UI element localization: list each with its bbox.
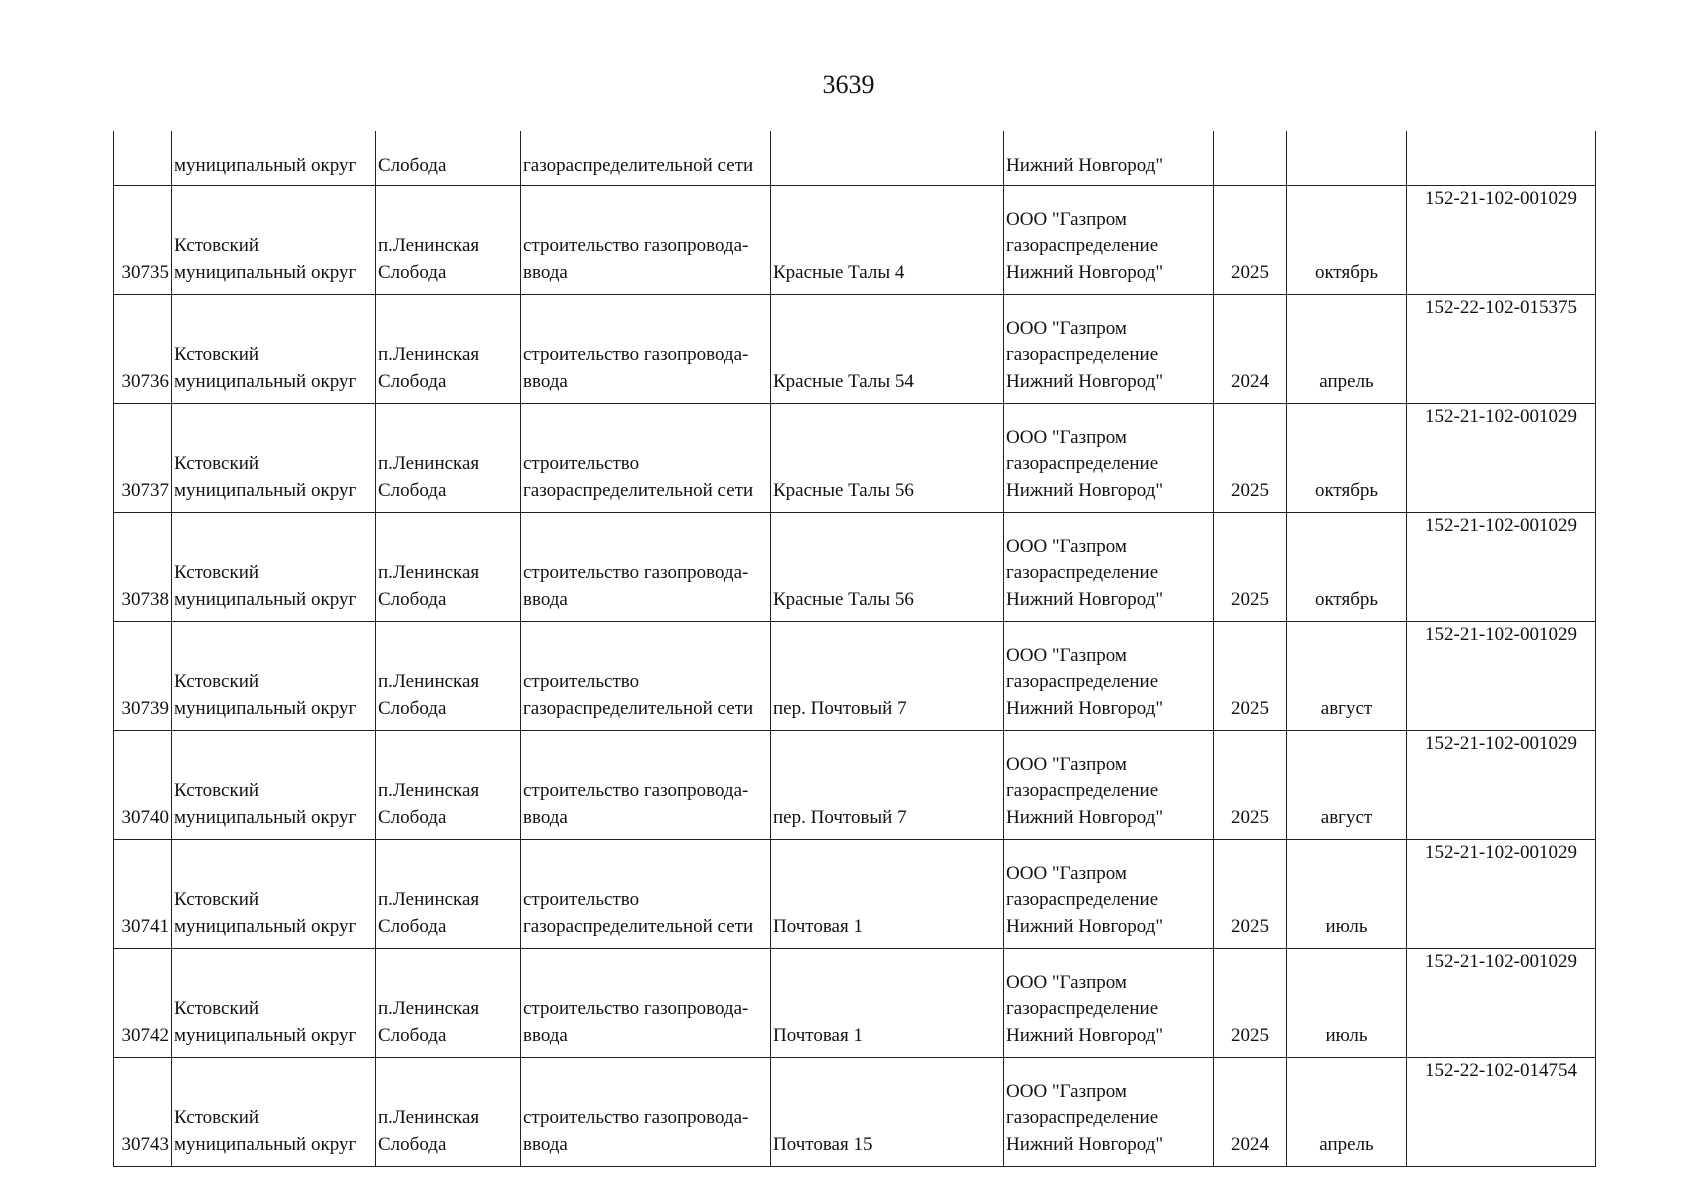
cell-org: ООО "Газпром газораспределение Нижний Новгород" [1004, 840, 1214, 949]
cell-work: строительство газопровода- ввода [521, 186, 771, 295]
table-row [114, 513, 1596, 622]
cell-num: 30736 [114, 295, 172, 404]
cell-address: Красные Талы 56 [771, 513, 1004, 622]
cell-code: 152-21-102-001029 [1407, 731, 1596, 840]
cell-settlement: Слобода [376, 131, 521, 186]
cell-month: октябрь [1287, 404, 1407, 513]
cell-num: 30735 [114, 186, 172, 295]
cell-settlement: п.Ленинская Слобода [376, 295, 521, 404]
cell-address: Красные Талы 54 [771, 295, 1004, 404]
cell-month: октябрь [1287, 186, 1407, 295]
cell-code: 152-22-102-015375 [1407, 295, 1596, 404]
cell-num: 30741 [114, 840, 172, 949]
table-row [114, 840, 1596, 949]
cell-month: апрель [1287, 1058, 1407, 1167]
cell-address: пер. Почтовый 7 [771, 731, 1004, 840]
cell-work: строительство газораспределительной сети [521, 404, 771, 513]
cell-address: Почтовая 1 [771, 949, 1004, 1058]
cell-month: август [1287, 731, 1407, 840]
cell-num: 30742 [114, 949, 172, 1058]
cell-address: Красные Талы 56 [771, 404, 1004, 513]
cell-year: 2025 [1214, 731, 1287, 840]
cell-org: ООО "Газпром газораспределение Нижний Новгород" [1004, 513, 1214, 622]
cell-code [1407, 131, 1596, 186]
cell-work: строительство газопровода- ввода [521, 513, 771, 622]
cell-district: Кстовский муниципальный округ [172, 295, 376, 404]
page-number: 3639 [822, 70, 875, 99]
cell-month: октябрь [1287, 513, 1407, 622]
cell-district: Кстовский муниципальный округ [172, 840, 376, 949]
cell-settlement: п.Ленинская Слобода [376, 186, 521, 295]
cell-code: 152-21-102-001029 [1407, 949, 1596, 1058]
cell-work: строительство газопровода- ввода [521, 295, 771, 404]
cell-month: август [1287, 622, 1407, 731]
cell-org: ООО "Газпром газораспределение Нижний Новгород" [1004, 949, 1214, 1058]
cell-num: 30743 [114, 1058, 172, 1167]
cell-org: ООО "Газпром газораспределение Нижний Новгород" [1004, 295, 1214, 404]
cell-district: Кстовский муниципальный округ [172, 622, 376, 731]
cell-work: строительство газопровода- ввода [521, 1058, 771, 1167]
cell-org: ООО "Газпром газораспределение Нижний Новгород" [1004, 622, 1214, 731]
cell-num [114, 131, 172, 186]
cell-num: 30739 [114, 622, 172, 731]
cell-settlement: п.Ленинская Слобода [376, 404, 521, 513]
cell-settlement: п.Ленинская Слобода [376, 513, 521, 622]
table-row [114, 622, 1596, 731]
cell-month [1287, 131, 1407, 186]
cell-year: 2025 [1214, 513, 1287, 622]
cell-year: 2025 [1214, 949, 1287, 1058]
cell-settlement: п.Ленинская Слобода [376, 840, 521, 949]
cell-district: Кстовский муниципальный округ [172, 513, 376, 622]
cell-code: 152-21-102-001029 [1407, 622, 1596, 731]
table-row [114, 949, 1596, 1058]
cell-work: строительство газопровода- ввода [521, 731, 771, 840]
cell-work: газораспределительной сети [521, 131, 771, 186]
cell-address [771, 131, 1004, 186]
cell-year: 2025 [1214, 186, 1287, 295]
cell-org: ООО "Газпром газораспределение Нижний Новгород" [1004, 186, 1214, 295]
cell-code: 152-21-102-001029 [1407, 840, 1596, 949]
cell-district: Кстовский муниципальный округ [172, 186, 376, 295]
register-table [113, 131, 1596, 1167]
cell-year: 2025 [1214, 622, 1287, 731]
cell-code: 152-21-102-001029 [1407, 513, 1596, 622]
cell-district: Кстовский муниципальный округ [172, 949, 376, 1058]
cell-num: 30737 [114, 404, 172, 513]
cell-district: Кстовский муниципальный округ [172, 731, 376, 840]
cell-work: строительство газопровода- ввода [521, 949, 771, 1058]
cell-org: ООО "Газпром газораспределение Нижний Новгород" [1004, 404, 1214, 513]
cell-month: июль [1287, 840, 1407, 949]
cell-address: Почтовая 1 [771, 840, 1004, 949]
cell-year: 2024 [1214, 1058, 1287, 1167]
table-body [114, 131, 1596, 1167]
cell-settlement: п.Ленинская Слобода [376, 731, 521, 840]
cell-work: строительство газораспределительной сети [521, 840, 771, 949]
cell-year: 2024 [1214, 295, 1287, 404]
cell-org: Нижний Новгород" [1004, 131, 1214, 186]
cell-month: июль [1287, 949, 1407, 1058]
cell-code: 152-22-102-014754 [1407, 1058, 1596, 1167]
cell-year: 2025 [1214, 404, 1287, 513]
table-row [114, 186, 1596, 295]
cell-district: муниципальный округ [172, 131, 376, 186]
cell-work: строительство газораспределительной сети [521, 622, 771, 731]
cell-month: апрель [1287, 295, 1407, 404]
table-row [114, 295, 1596, 404]
cell-code: 152-21-102-001029 [1407, 404, 1596, 513]
cell-year: 2025 [1214, 840, 1287, 949]
cell-year [1214, 131, 1287, 186]
cell-address: Почтовая 15 [771, 1058, 1004, 1167]
cell-org: ООО "Газпром газораспределение Нижний Новгород" [1004, 1058, 1214, 1167]
cell-num: 30738 [114, 513, 172, 622]
cell-address: пер. Почтовый 7 [771, 622, 1004, 731]
cell-address: Красные Талы 4 [771, 186, 1004, 295]
table-row [114, 1058, 1596, 1167]
cell-district: Кстовский муниципальный округ [172, 404, 376, 513]
table-row [114, 731, 1596, 840]
cell-org: ООО "Газпром газораспределение Нижний Новгород" [1004, 731, 1214, 840]
cell-settlement: п.Ленинская Слобода [376, 949, 521, 1058]
table-row [114, 404, 1596, 513]
cell-settlement: п.Ленинская Слобода [376, 1058, 521, 1167]
table-row-continuation [114, 131, 1596, 186]
cell-num: 30740 [114, 731, 172, 840]
cell-code: 152-21-102-001029 [1407, 186, 1596, 295]
cell-settlement: п.Ленинская Слобода [376, 622, 521, 731]
cell-district: Кстовский муниципальный округ [172, 1058, 376, 1167]
